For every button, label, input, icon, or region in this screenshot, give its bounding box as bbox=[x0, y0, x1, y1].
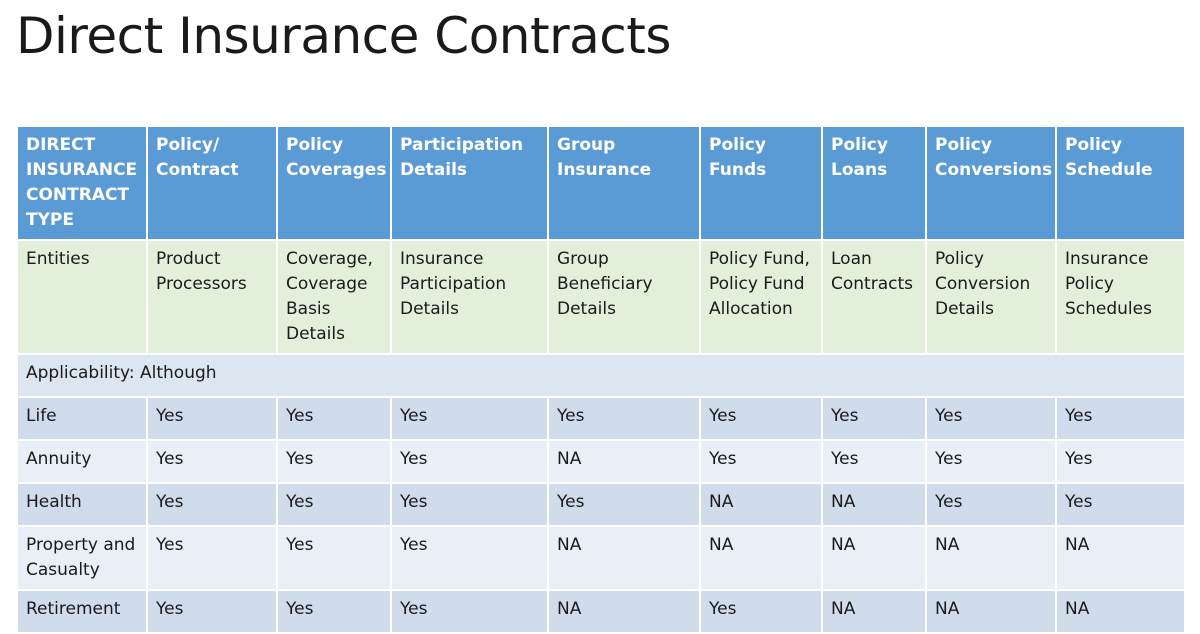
table-cell: Yes bbox=[391, 483, 548, 526]
table-row bbox=[17, 483, 1185, 526]
table-cell: Policy Fund, Policy Fund Allocation bbox=[700, 240, 822, 354]
table-cell: Yes bbox=[1056, 397, 1185, 440]
table-cell: Property and Casualty bbox=[17, 526, 147, 590]
table-cell: Yes bbox=[147, 440, 277, 483]
table-cell: Yes bbox=[700, 590, 822, 633]
header-group-insurance: Group Insurance bbox=[548, 126, 700, 240]
table-cell: Entities bbox=[17, 240, 147, 354]
table-cell: Product Processors bbox=[147, 240, 277, 354]
table-cell: Yes bbox=[391, 397, 548, 440]
table-cell: Yes bbox=[822, 397, 926, 440]
table-row bbox=[17, 590, 1185, 633]
table-cell: Yes bbox=[1056, 483, 1185, 526]
table-cell: Yes bbox=[926, 440, 1056, 483]
table-cell: Yes bbox=[700, 440, 822, 483]
table-cell: Yes bbox=[391, 590, 548, 633]
table-cell: Yes bbox=[926, 397, 1056, 440]
table-cell: NA bbox=[548, 590, 700, 633]
table-cell: NA bbox=[1056, 590, 1185, 633]
table-row bbox=[17, 397, 1185, 440]
header-policy-conversions: Policy Conversions bbox=[926, 126, 1056, 240]
table-cell: NA bbox=[548, 440, 700, 483]
table-cell: Life bbox=[17, 397, 147, 440]
table-cell: Policy Conversion Details bbox=[926, 240, 1056, 354]
contracts-table bbox=[16, 125, 1186, 634]
table-cell: Annuity bbox=[17, 440, 147, 483]
header-participation-details: Participation Details bbox=[391, 126, 548, 240]
table-cell: Group Beneficiary Details bbox=[548, 240, 700, 354]
slide-title: Direct Insurance Contracts bbox=[16, 7, 671, 65]
table-cell: Yes bbox=[277, 440, 391, 483]
table-cell: Yes bbox=[822, 440, 926, 483]
table-cell: Yes bbox=[147, 526, 277, 590]
table-cell: NA bbox=[1056, 526, 1185, 590]
table-cell: Retirement bbox=[17, 590, 147, 633]
table-cell: Yes bbox=[147, 397, 277, 440]
table-cell: NA bbox=[700, 526, 822, 590]
table-header-row bbox=[17, 126, 1185, 240]
table-cell: Yes bbox=[700, 397, 822, 440]
table-cell: Yes bbox=[147, 483, 277, 526]
table-cell: Yes bbox=[391, 526, 548, 590]
table-cell: Loan Contracts bbox=[822, 240, 926, 354]
table-cell: Insurance Participation Details bbox=[391, 240, 548, 354]
header-policy-contract: Policy/ Contract bbox=[147, 126, 277, 240]
entities-row bbox=[17, 240, 1185, 354]
table-cell: Yes bbox=[277, 483, 391, 526]
table-cell: Yes bbox=[277, 590, 391, 633]
table-row bbox=[17, 440, 1185, 483]
table-cell: NA bbox=[926, 590, 1056, 633]
table-cell: NA bbox=[926, 526, 1056, 590]
table-cell: Yes bbox=[277, 397, 391, 440]
table-cell: Yes bbox=[391, 440, 548, 483]
table-cell: NA bbox=[822, 526, 926, 590]
table-cell: Yes bbox=[277, 526, 391, 590]
applicability-row bbox=[17, 354, 1185, 397]
header-policy-loans: Policy Loans bbox=[822, 126, 926, 240]
table-cell: Yes bbox=[926, 483, 1056, 526]
header-policy-schedule: Policy Schedule bbox=[1056, 126, 1185, 240]
table-cell: NA bbox=[822, 590, 926, 633]
table-cell: NA bbox=[822, 483, 926, 526]
table-row bbox=[17, 526, 1185, 590]
header-contract-type: DIRECT INSURANCE CONTRACT TYPE bbox=[17, 126, 147, 240]
table-cell: Yes bbox=[548, 483, 700, 526]
table-cell: Insurance Policy Schedules bbox=[1056, 240, 1185, 354]
table-cell: Yes bbox=[147, 590, 277, 633]
applicability-label: Applicability: Although bbox=[17, 354, 1185, 397]
table-cell: Yes bbox=[1056, 440, 1185, 483]
table-cell: NA bbox=[700, 483, 822, 526]
table-cell: NA bbox=[548, 526, 700, 590]
header-policy-funds: Policy Funds bbox=[700, 126, 822, 240]
header-policy-coverages: Policy Coverages bbox=[277, 126, 391, 240]
table-cell: Yes bbox=[548, 397, 700, 440]
table-cell: Health bbox=[17, 483, 147, 526]
table-cell: Coverage, Coverage Basis Details bbox=[277, 240, 391, 354]
